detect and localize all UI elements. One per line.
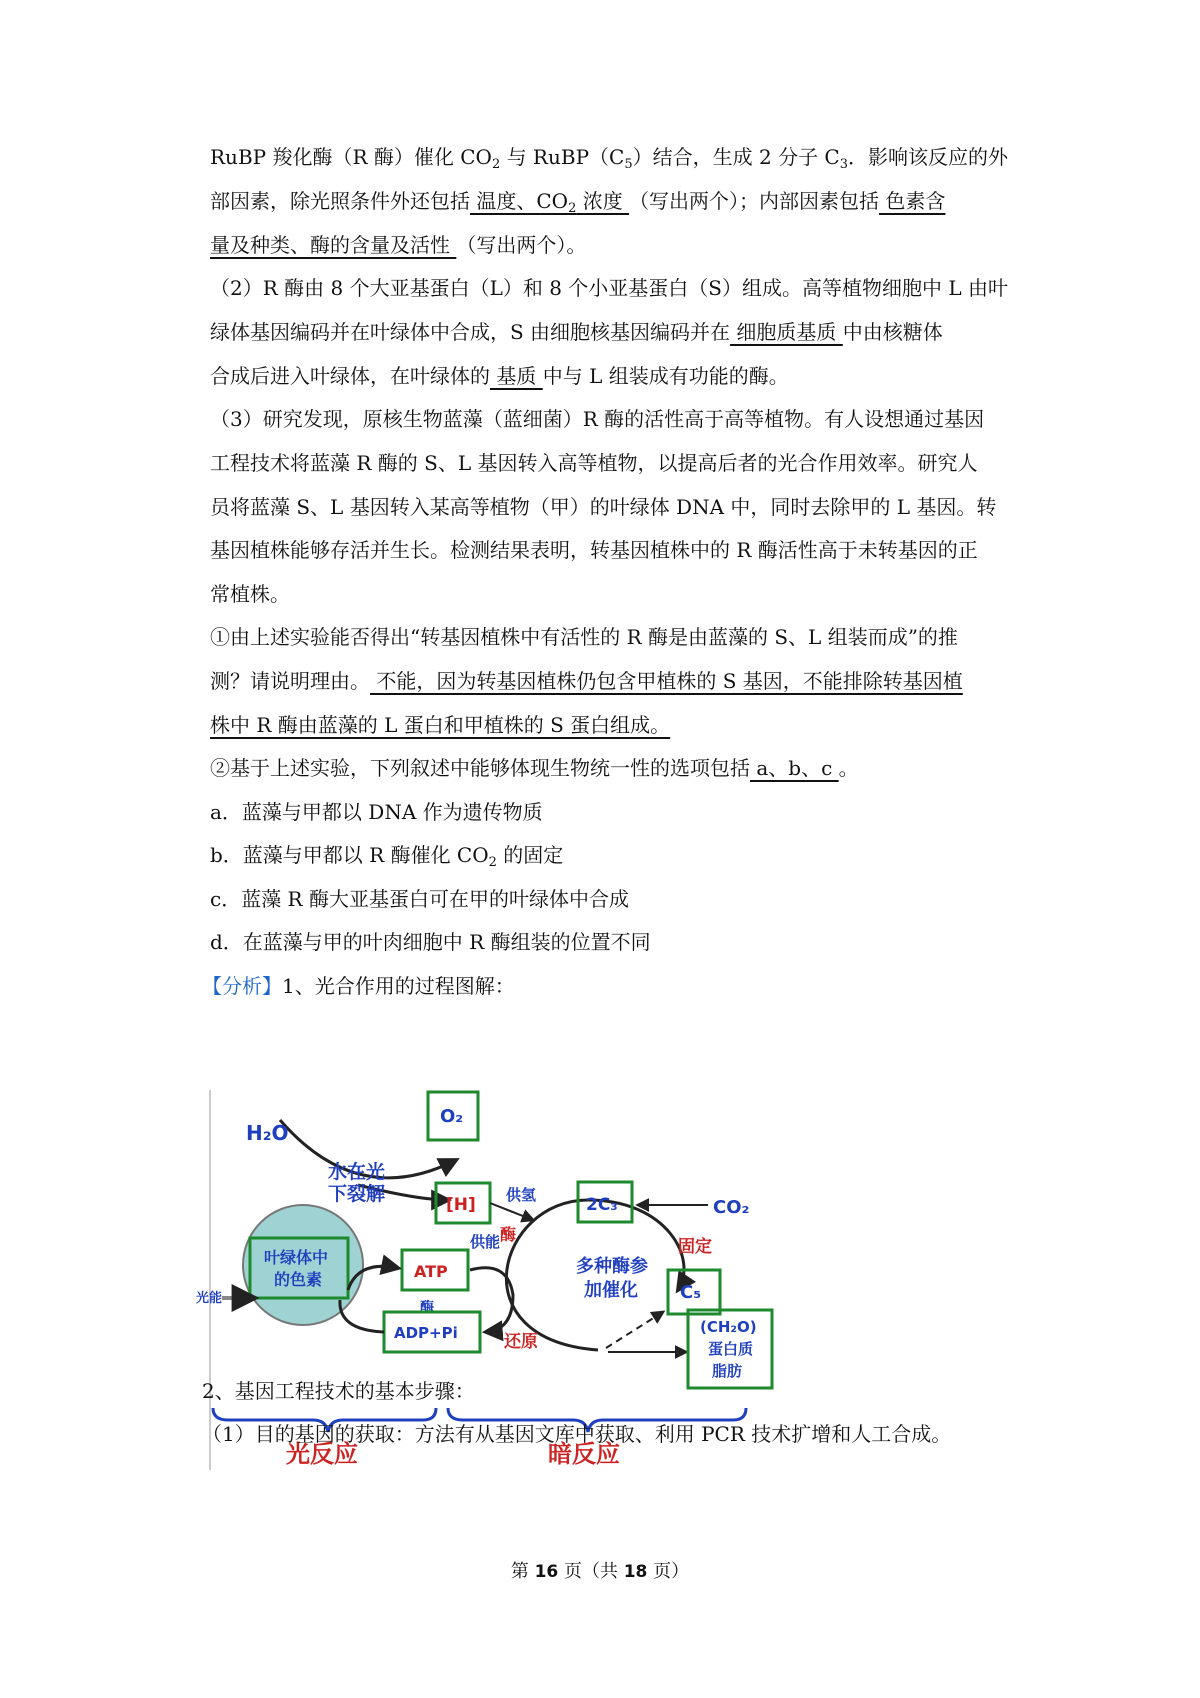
p2-line2: 绿体基因编码并在叶绿体中合成，S 由细胞核基因编码并在 细胞质基质 中由核糖体 — [210, 320, 943, 344]
enzyme-label-1: 酶 — [500, 1225, 517, 1244]
section2-step1: （1）目的基因的获取：方法有从基因文库中获取、利用 PCR 技术扩增和人工合成。 — [202, 1422, 952, 1446]
pigment-label-1: 叶绿体中 — [264, 1248, 329, 1267]
product-label-2: 蛋白质 — [708, 1340, 754, 1358]
supply-h-arrow — [490, 1203, 533, 1220]
p3-line2: 工程技术将蓝藻 R 酶的 S、L 基因转入高等植物，以提高后者的光合作用效率。研究人 — [210, 451, 978, 475]
atp-label: ATP — [414, 1262, 448, 1281]
q1-line3 — [210, 710, 1030, 740]
water-split-label-2: 下裂解 — [328, 1183, 386, 1205]
product-label-3: 脂肪 — [712, 1362, 743, 1380]
option-d: d．在蓝藻与甲的叶肉细胞中 R 酶组装的位置不同 — [210, 930, 651, 954]
answer-internal-factors: 色素含 — [879, 189, 946, 213]
supply-h-label: 供氢 — [506, 1186, 537, 1204]
section2-title: 2、基因工程技术的基本步骤： — [202, 1379, 475, 1403]
option-a: a．蓝藻与甲都以 DNA 作为遗传物质 — [210, 800, 543, 824]
answer-q1: 不能，因为转基因植株仍包含甲植株的 S 基因，不能排除转基因植 — [370, 669, 963, 693]
answer-q2: a、b、c — [750, 756, 839, 780]
p3-line4: 基因植株能够存活并生长。检测结果表明，转基因植株中的 R 酶活性高于未转基因的正 — [210, 538, 978, 562]
q1-line1: ①由上述实验能否得出“转基因植株中有活性的 R 酶是由蓝藻的 S、L 组装而成”的推 — [210, 625, 958, 649]
p1-line1: RuBP 羧化酶（R 酶）催化 $CO_2$ 与 $RuBP(C_5)$结合，生成 2 分子 $C_3$．影响该反应的外 — [210, 145, 1009, 172]
p1-line2: 部因素，除光照条件外还包括 温度、$CO_2$ 浓度 （写出两个）；内部因素包括 色素含 — [210, 189, 946, 216]
c3-label: 2C₃ — [586, 1195, 618, 1215]
adp-label: ADP+Pi — [394, 1324, 458, 1342]
analysis-tag: 【分析】 — [202, 974, 282, 998]
photosynthesis-diagram — [196, 1090, 858, 1475]
p3-line5: 常植株。 — [210, 582, 290, 606]
supply-energy-label: 供能 — [470, 1233, 501, 1251]
multi-enzyme-label-1: 多种酶参 — [576, 1256, 648, 1277]
answer-internal-factors-cont: 量及种类、酶的含量及活性 — [210, 233, 457, 257]
pigment-label-2: 的色素 — [274, 1270, 323, 1289]
reduce-label: 还原 — [504, 1332, 538, 1352]
p1-line3: 量及种类、酶的含量及活性 （写出两个）。 — [210, 233, 587, 257]
q1-line2: 测？请说明理由。 不能，因为转基因植株仍包含甲植株的 S 基因，不能排除转基因植 — [210, 669, 963, 693]
p3-line3: 员将蓝藻 S、L 基因转入某高等植物（甲）的叶绿体 DNA 中，同时去除甲的 L 基因。转 — [210, 495, 997, 519]
option-c: c．蓝藻 R 酶大亚基蛋白可在甲的叶绿体中合成 — [210, 887, 629, 911]
dark-reaction-label: 暗反应 — [548, 1440, 620, 1468]
light-reaction-label: 光反应 — [286, 1440, 358, 1468]
o2-label: O₂ — [440, 1106, 464, 1127]
h2o-label: H₂O — [246, 1121, 289, 1145]
fix-label: 固定 — [678, 1237, 712, 1257]
p3-line1: （3）研究发现，原核生物蓝藻（蓝细菌）R 酶的活性高于高等植物。有人设想通过基因 — [210, 407, 985, 431]
q2-line1: ②基于上述实验，下列叙述中能够体现生物统一性的选项包括 a、b、c 。 — [210, 756, 859, 780]
total-pages: 18 — [623, 1562, 648, 1582]
enzyme-label-2: 酶 — [420, 1300, 434, 1316]
p2-line3: 合成后进入叶绿体，在叶绿体的 基质 中与 L 组装成有功能的酶。 — [210, 364, 789, 388]
answer-external-factors: 温度、$CO_2$ 浓度 — [470, 189, 630, 216]
c5-label: C₅ — [680, 1282, 702, 1303]
answer-stroma: 基质 — [490, 364, 543, 388]
p2-line1: （2）R 酶由 8 个大亚基蛋白（L）和 8 个小亚基蛋白（S）组成。高等植物细胞中 L 由叶 — [210, 276, 1008, 300]
product-label-1: (CH₂O) — [700, 1318, 757, 1336]
option-b: b．蓝藻与甲都以 R 酶催化 $CO_2$ 的固定 — [210, 843, 564, 870]
page-number: 16 — [534, 1562, 559, 1582]
co2-label: CO₂ — [713, 1197, 750, 1218]
water-split-label-1: 水在光 — [328, 1161, 386, 1183]
light-energy-label: 光能 — [196, 1291, 223, 1306]
analysis-heading: 【分析】1、光合作用的过程图解： — [202, 974, 515, 998]
c5-regeneration-arrow — [606, 1312, 663, 1348]
multi-enzyme-label-2: 加催化 — [584, 1280, 638, 1301]
h-label: [H] — [446, 1195, 476, 1215]
answer-q1-cont: 株中 R 酶由蓝藻的 L 蛋白和甲植株的 S 蛋白组成。 — [210, 713, 671, 737]
page-footer: 第 16 页（共 18 页） — [510, 1561, 690, 1582]
answer-cytoplasm-matrix: 细胞质基质 — [730, 320, 843, 344]
